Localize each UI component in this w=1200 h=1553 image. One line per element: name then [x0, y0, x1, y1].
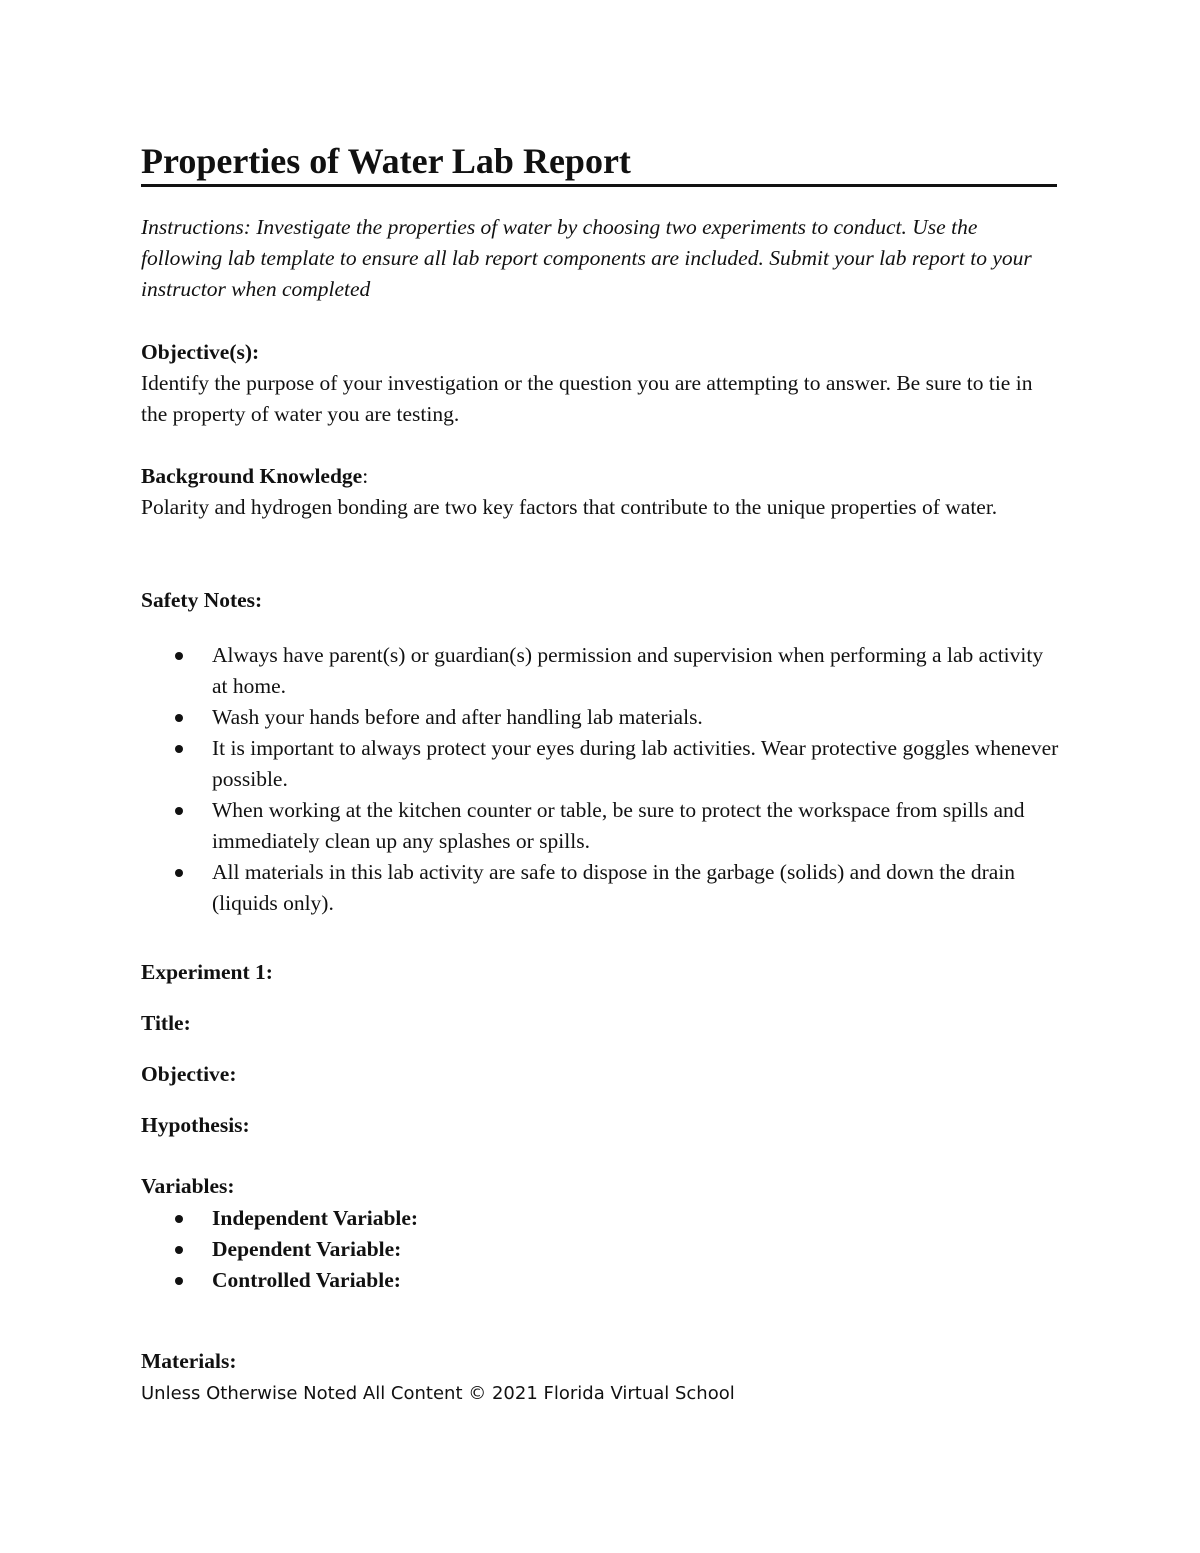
- experiment-variables-label: Variables:: [141, 1174, 235, 1198]
- safety-item-text: Always have parent(s) or guardian(s) permission and supervision when performing a lab activity at home.: [212, 643, 1044, 698]
- bullet-icon: [175, 745, 183, 753]
- variable-label: Controlled Variable:: [212, 1268, 401, 1292]
- list-item: [141, 795, 1061, 857]
- page-title: Properties of Water Lab Report: [141, 140, 1057, 187]
- list-item: [141, 857, 1061, 919]
- experiment-heading: Experiment 1:: [141, 960, 273, 984]
- safety-heading: Safety Notes:: [141, 588, 263, 612]
- background-heading: Background Knowledge: [141, 464, 363, 488]
- variable-label: Dependent Variable:: [212, 1237, 402, 1261]
- background-heading-colon: :: [362, 464, 369, 488]
- safety-item-text: It is important to always protect your eyes during lab activities. Wear protective goggles whenever possible.: [212, 736, 1059, 791]
- list-item: [141, 1203, 1061, 1234]
- experiment-title-label: Title:: [141, 1011, 191, 1035]
- bullet-icon: [175, 1246, 183, 1254]
- bullet-icon: [175, 869, 183, 877]
- objectives-section: [141, 337, 1061, 430]
- bullet-icon: [175, 652, 183, 660]
- safety-item-text: Wash your hands before and after handling lab materials.: [212, 705, 703, 729]
- background-text: Polarity and hydrogen bonding are two key factors that contribute to the unique properties of water.: [141, 495, 998, 519]
- objectives-heading: Objective(s):: [141, 340, 260, 364]
- instructions-text: Instructions: Investigate the properties of water by choosing two experiments to conduct. Use the following lab template to ensure all lab report components are included. Submit your lab report to your instructor when completed: [141, 215, 1032, 301]
- variable-label: Independent Variable:: [212, 1206, 419, 1230]
- list-item: [141, 733, 1061, 795]
- safety-list: [141, 640, 1061, 919]
- safety-item-text: When working at the kitchen counter or table, be sure to protect the workspace from spills and immediately clean up any splashes or spills.: [212, 798, 1025, 853]
- copyright-footer: Unless Otherwise Noted All Content © 2021 Florida Virtual School: [141, 1383, 735, 1404]
- bullet-icon: [175, 1277, 183, 1285]
- list-item: [141, 702, 1061, 733]
- list-item: [141, 640, 1061, 702]
- experiment-materials-label: Materials:: [141, 1349, 237, 1373]
- experiment-objective-label: Objective:: [141, 1062, 237, 1086]
- bullet-icon: [175, 807, 183, 815]
- list-item: [141, 1265, 1061, 1296]
- safety-item-text: All materials in this lab activity are safe to dispose in the garbage (solids) and down the drain (liquids only).: [212, 860, 1016, 915]
- background-section: [141, 461, 1061, 523]
- bullet-icon: [175, 1215, 183, 1223]
- list-item: [141, 1234, 1061, 1265]
- objectives-text: Identify the purpose of your investigation or the question you are attempting to answer. Be sure to tie in the property of water you are testing.: [141, 371, 1033, 426]
- experiment-hypothesis-label: Hypothesis:: [141, 1113, 250, 1137]
- bullet-icon: [175, 714, 183, 722]
- background-heading-line: [141, 461, 1061, 492]
- variables-list: [141, 1203, 1061, 1296]
